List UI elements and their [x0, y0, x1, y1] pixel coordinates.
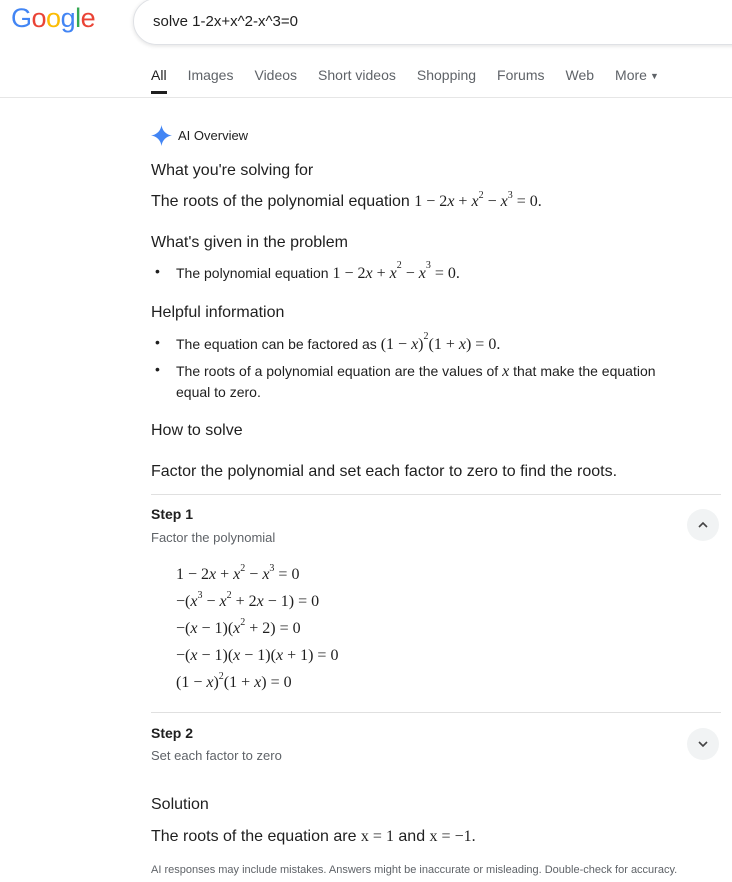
list-item-given [151, 260, 460, 284]
disclaimer: AI responses may include mistakes. Answers might be inaccurate or misleading. Double-check for accuracy. [151, 864, 678, 876]
tab-web[interactable]: Web [565, 67, 595, 83]
ai-overview-title: AI Overview [178, 128, 249, 143]
root-2: x = −1. [429, 828, 476, 845]
tab-short-videos[interactable]: Short videos [318, 67, 396, 83]
caret-down-icon: ▼ [649, 71, 659, 82]
google-logo[interactable] [11, 3, 95, 34]
heading-solving-for: What you're solving for [151, 162, 314, 179]
roots-text-b: that make the equation [509, 363, 656, 379]
logo-letter: g [60, 3, 76, 33]
given-equation: $1 - 2x + x^2 - x^3 = 0$. [332, 260, 460, 282]
list-item-factored [151, 331, 501, 355]
logo-letter: o [31, 3, 47, 33]
divider [151, 712, 721, 713]
tab-forums[interactable]: Forums [497, 67, 545, 83]
heading-helpful: Helpful information [151, 304, 285, 321]
search-input[interactable] [153, 13, 653, 30]
step1-title: Step 1 [151, 506, 194, 522]
tab-all[interactable]: All [151, 67, 167, 91]
list-item-roots [151, 361, 656, 402]
chevron-down-icon [696, 737, 710, 751]
tab-images[interactable]: Images [187, 67, 234, 83]
factored-text: The equation can be factored as [176, 336, 381, 352]
step1-line-5: $(1 - x)^2(1 + x) = 0$ [176, 671, 292, 691]
logo-letter: l [75, 3, 81, 33]
step1-line-3: $-(x - 1)(x^2 + 2) = 0$ [176, 617, 301, 637]
tab-more[interactable] [615, 67, 659, 91]
step1-line-4: −(x − 1)(x − 1)(x + 1) = 0 [176, 647, 339, 664]
solution-label: The roots of the equation are [151, 828, 361, 845]
sparkle-icon [151, 125, 172, 146]
solving-for-text [151, 190, 542, 211]
ai-overview-header [151, 125, 248, 146]
heading-given: What's given in the problem [151, 234, 348, 251]
root-1: x = 1 [360, 828, 394, 845]
step2-subtitle: Set each factor to zero [151, 748, 282, 763]
chevron-up-icon [696, 518, 710, 532]
logo-letter: G [11, 3, 32, 33]
step1-collapse-button[interactable] [687, 509, 719, 541]
step1-subtitle: Factor the polynomial [151, 530, 276, 545]
solution-and: and [393, 828, 430, 845]
step2-title: Step 2 [151, 725, 194, 741]
tab-more-label: More [615, 67, 647, 83]
roots-text-c: equal to zero. [176, 384, 261, 400]
step2-expand-button[interactable] [687, 728, 719, 760]
step1-line-2: $-(x^3 - x^2 + 2x - 1) = 0$ [176, 590, 320, 610]
given-text: The polynomial equation [176, 265, 333, 281]
solving-for-label: The roots of the polynomial equation [151, 193, 415, 210]
equation-inline: $1 - 2x + x^2 - x^3 = 0$. [414, 190, 542, 210]
header [0, 0, 732, 98]
strategy-text: Factor the polynomial and set each factor to zero to find the roots. [151, 463, 618, 480]
heading-solution: Solution [151, 796, 209, 813]
logo-letter: e [80, 3, 96, 33]
search-tabs [151, 67, 680, 91]
roots-text-a: The roots of a polynomial equation are the values of [176, 363, 503, 379]
solution-text [151, 828, 476, 846]
heading-how-to: How to solve [151, 422, 243, 439]
logo-letter: o [46, 3, 61, 33]
tab-shopping[interactable]: Shopping [416, 67, 477, 83]
factored-equation: $(1 - x)^2(1 + x) = 0$. [380, 331, 501, 353]
tab-videos[interactable]: Videos [254, 67, 298, 83]
search-box[interactable] [133, 0, 732, 45]
variable-x: x [502, 363, 510, 380]
divider [151, 494, 721, 495]
step1-line-1: $1 - 2x + x^2 - x^3 = 0$ [176, 563, 300, 583]
